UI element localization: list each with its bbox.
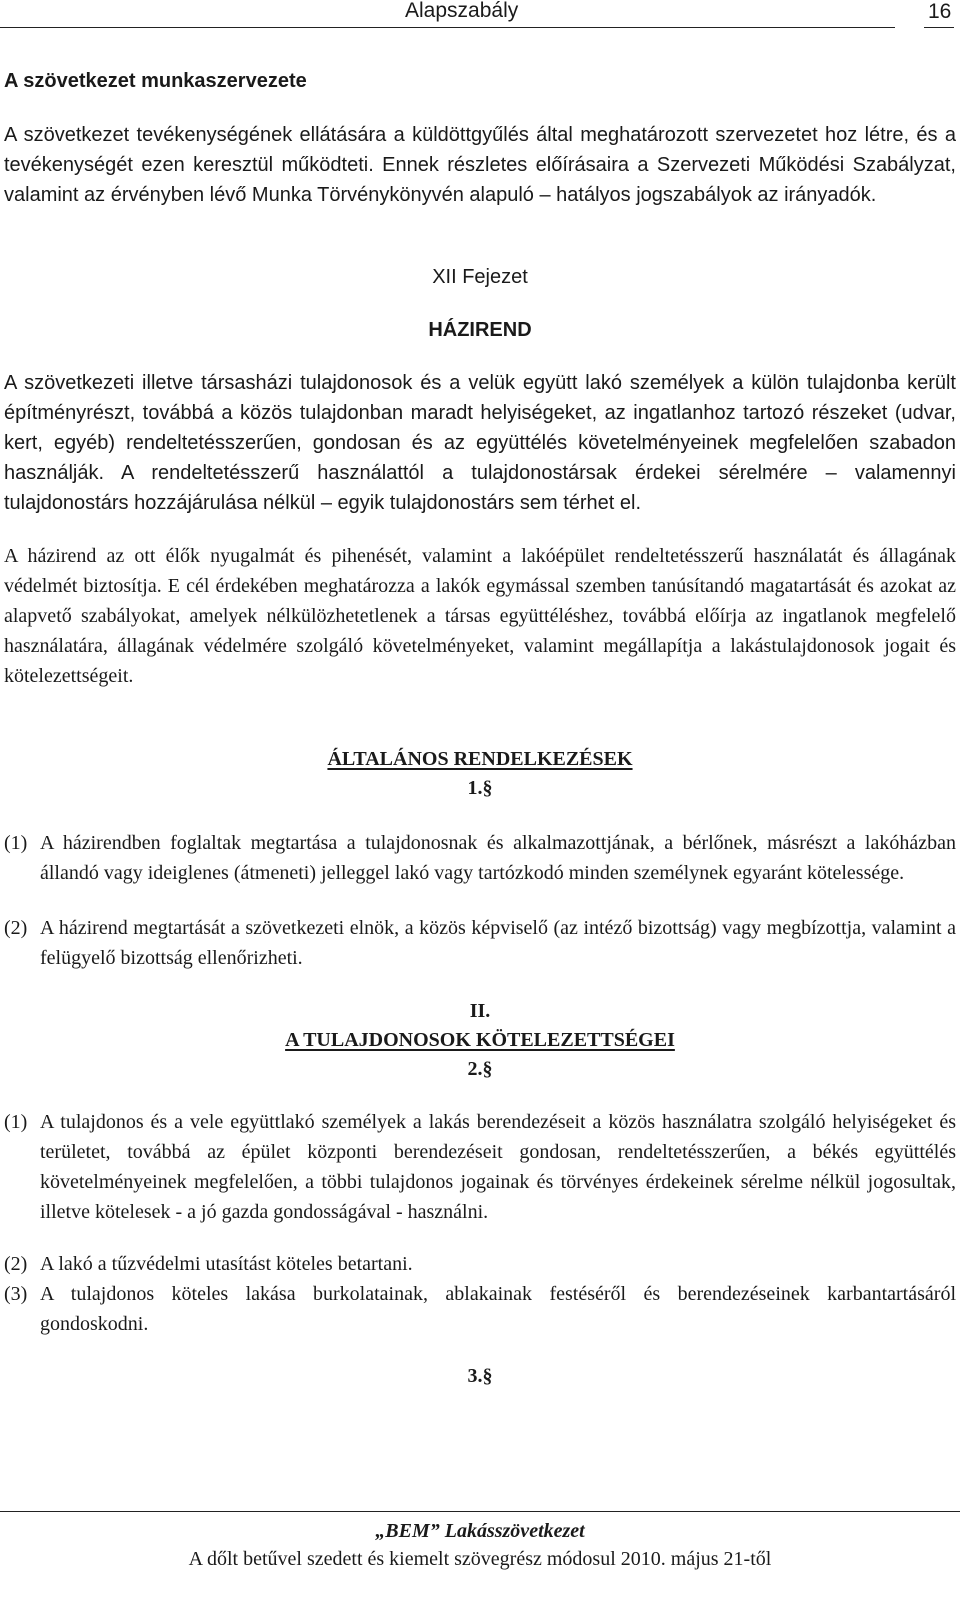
footer-note: A dőlt betűvel szedett és kiemelt szövegrész módosul 2010. május 21-től xyxy=(188,1548,772,1570)
item-number: (2) xyxy=(4,917,28,939)
item-number: (3) xyxy=(4,1283,28,1305)
item-text: A tulajdonos köteles lakása burkolatainak, ablakainak festéséről és berendezéseinek karbantartásáról gondoskodni. xyxy=(40,1283,956,1335)
item-number: (1) xyxy=(4,832,28,854)
item-text: A tulajdonos és a vele együttlakó személyek a lakás berendezéseit a közös használatra szolgáló helyiségeket és területet, továbbá az épület központi berendezéseit gondosan, rendeltetésszerűen, a békés együttélés követelményeinek megfelelően, a többi tulajdonos jogainak és törvényes érdekeinek sérelme nélkül jogosultak, illetve kötelesek - a jó gazda gondosságával - használni. xyxy=(40,1111,956,1223)
list-item xyxy=(4,1279,956,1339)
chapter-label: XII Fejezet xyxy=(432,266,528,288)
header-title: Alapszabály xyxy=(405,0,519,22)
paragraph-munkaszervezet: A szövetkezet tevékenységének ellátására a küldöttgyűlés által meghatározott szervezetet hoz létre, és a tevékenységét ezen keresztül működteti. Ennek részletes előírásaira a Szervezeti Működési Szabályzat, valamint az érvényben lévő Munka Törvénykönyvén alapuló – hatályos jogszabályok az irányadók. xyxy=(4,124,956,206)
list-item xyxy=(4,913,956,973)
item-text: A házirendben foglaltak megtartása a tulajdonosnak és alkalmazottjának, a bérlőnek, másrészt a lakóházban állandó vagy ideiglenes (átmeneti) jelleggel lakó vagy tartózkodó minden személynek egyaránt kötelessége. xyxy=(40,832,956,884)
item-number: (2) xyxy=(4,1253,28,1275)
running-header xyxy=(0,0,960,32)
section-mark-2: 2.§ xyxy=(467,1058,493,1080)
list-item xyxy=(4,828,956,888)
chapter-title: HÁZIREND xyxy=(428,319,532,341)
paragraph-hazirend-1: A szövetkezeti illetve társasházi tulajdonosok és a velük együtt lakó személyek a külön tulajdonba került építményrészt, továbbá a közös tulajdonban maradt helyiségeket, az ingatlanhoz tartozó részeket (udvar, kert, egyéb) rendeltetésszerűen, gondosan és az együttélés követelményeinek megfelelően szabadon használják. A rendeltetésszerű használattól a tulajdonostársak érdekei sérelmére – valamennyi tulajdonostárs hozzájárulása nélkül – egyik tulajdonostárs sem térhet el. xyxy=(4,372,956,514)
paragraph-hazirend-2: A házirend az ott élők nyugalmát és pihenését, valamint a lakóépület rendeltetésszerű használatát és állagának védelmét biztosítja. E cél érdekében meghatározza a lakók egymással szemben tanúsítandó magatartását és azokat az alapvető szabályokat, amelyek nélkülözhetetlenek a társas együttéléshez, továbbá előírja az ingatlanok megfelelő használatára, állagának védelmére szolgáló követelményeket, valamint megállapítja a lakástulajdonosok jogait és kötelezettségeit. xyxy=(4,545,956,687)
item-text: A házirend megtartását a szövetkezeti elnök, a közös képviselő (az intéző bizottság) vagy megbízottja, valamint a felügyelő bizottság ellenőrizheti. xyxy=(40,917,956,969)
footer-organization: „BEM” Lakásszövetkezet xyxy=(375,1520,585,1542)
header-rule xyxy=(0,27,895,28)
section-mark-1: 1.§ xyxy=(467,777,493,799)
footer-rule xyxy=(0,1511,960,1512)
page-number: 16 xyxy=(928,0,952,23)
item-text: A lakó a tűzvédelmi utasítást köteles betartani. xyxy=(40,1253,413,1275)
owners-obligations-heading: A TULAJDONOSOK KÖTELEZETTSÉGEI xyxy=(285,1029,675,1051)
item-number: (1) xyxy=(4,1111,28,1133)
list-item xyxy=(4,1249,956,1279)
chapter-roman-numeral: II. xyxy=(469,1000,491,1022)
section-mark-3: 3.§ xyxy=(467,1365,493,1387)
general-provisions-heading: ÁLTALÁNOS RENDELKEZÉSEK xyxy=(327,748,633,770)
list-item xyxy=(4,1107,956,1227)
page-number-rule xyxy=(924,27,954,28)
section-heading-munkaszervezet: A szövetkezet munkaszervezete xyxy=(4,70,307,92)
